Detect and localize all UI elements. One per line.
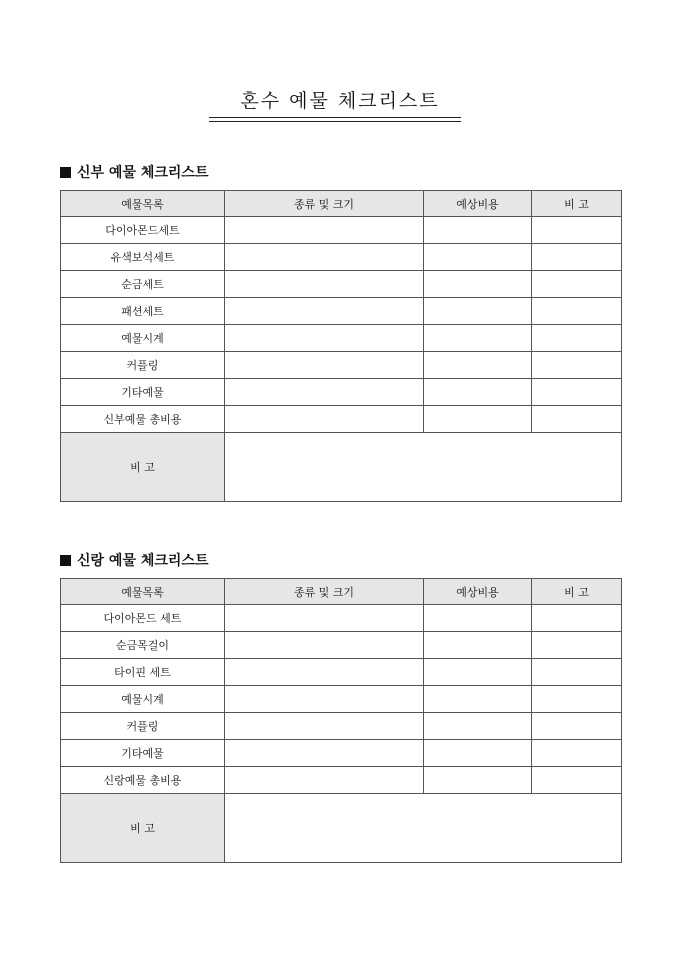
bride-heading-text: 신부 예물 체크리스트 (77, 165, 209, 181)
type-size-cell[interactable] (225, 352, 424, 379)
type-size-cell[interactable] (225, 632, 424, 659)
groom-heading-text: 신랑 예물 체크리스트 (77, 553, 209, 569)
notes-cell[interactable] (225, 794, 622, 863)
item-label: 패션세트 (61, 298, 225, 325)
type-size-cell[interactable] (225, 325, 424, 352)
column-header-remarks: 비 고 (532, 191, 622, 217)
cost-cell[interactable] (424, 605, 532, 632)
cost-cell[interactable] (424, 325, 532, 352)
type-size-cell[interactable] (225, 379, 424, 406)
type-size-cell[interactable] (225, 217, 424, 244)
bride-section-heading (60, 162, 208, 182)
column-header-cost: 예상비용 (424, 579, 532, 605)
table-row (61, 740, 622, 767)
remarks-cell[interactable] (532, 352, 622, 379)
notes-cell[interactable] (225, 433, 622, 502)
type-size-cell[interactable] (225, 271, 424, 298)
item-label: 신랑예물 총비용 (61, 767, 225, 794)
remarks-cell[interactable] (532, 605, 622, 632)
type-size-cell[interactable] (225, 686, 424, 713)
type-size-cell[interactable] (225, 713, 424, 740)
bride-checklist-table (60, 190, 622, 502)
table-row (61, 244, 622, 271)
square-bullet-icon (60, 555, 71, 566)
cost-cell[interactable] (424, 217, 532, 244)
column-header-item: 예물목록 (61, 191, 225, 217)
groom-section-heading (60, 550, 208, 570)
table-row (61, 659, 622, 686)
type-size-cell[interactable] (225, 740, 424, 767)
remarks-cell[interactable] (532, 740, 622, 767)
cost-cell[interactable] (424, 632, 532, 659)
type-size-cell[interactable] (225, 767, 424, 794)
column-header-item: 예물목록 (61, 579, 225, 605)
table-row (61, 767, 622, 794)
type-size-cell[interactable] (225, 298, 424, 325)
cost-cell[interactable] (424, 379, 532, 406)
table-row (61, 298, 622, 325)
remarks-cell[interactable] (532, 632, 622, 659)
page-title: 혼수 예물 체크리스트 (240, 90, 440, 112)
table-row (61, 352, 622, 379)
remarks-cell[interactable] (532, 767, 622, 794)
table-row (61, 271, 622, 298)
item-label: 다이아몬드 세트 (61, 605, 225, 632)
remarks-cell[interactable] (532, 713, 622, 740)
notes-row (61, 794, 622, 863)
cost-cell[interactable] (424, 406, 532, 433)
type-size-cell[interactable] (225, 244, 424, 271)
column-header-type-size: 종류 및 크기 (225, 191, 424, 217)
item-label: 예물시계 (61, 325, 225, 352)
table-row (61, 713, 622, 740)
groom-checklist-table (60, 578, 622, 863)
title-underline (209, 117, 461, 122)
table-row (61, 686, 622, 713)
remarks-cell[interactable] (532, 217, 622, 244)
cost-cell[interactable] (424, 244, 532, 271)
cost-cell[interactable] (424, 352, 532, 379)
table-row (61, 379, 622, 406)
table-row (61, 325, 622, 352)
table-row (61, 406, 622, 433)
type-size-cell[interactable] (225, 406, 424, 433)
table-row (61, 632, 622, 659)
cost-cell[interactable] (424, 740, 532, 767)
cost-cell[interactable] (424, 298, 532, 325)
column-header-cost: 예상비용 (424, 191, 532, 217)
table-header-row (61, 191, 622, 217)
item-label: 커플링 (61, 713, 225, 740)
notes-label: 비 고 (61, 794, 225, 863)
item-label: 기타예물 (61, 740, 225, 767)
remarks-cell[interactable] (532, 325, 622, 352)
remarks-cell[interactable] (532, 686, 622, 713)
table-row (61, 217, 622, 244)
item-label: 커플링 (61, 352, 225, 379)
item-label: 순금세트 (61, 271, 225, 298)
cost-cell[interactable] (424, 686, 532, 713)
remarks-cell[interactable] (532, 659, 622, 686)
column-header-type-size: 종류 및 크기 (225, 579, 424, 605)
remarks-cell[interactable] (532, 298, 622, 325)
column-header-remarks: 비 고 (532, 579, 622, 605)
cost-cell[interactable] (424, 659, 532, 686)
item-label: 타이핀 세트 (61, 659, 225, 686)
item-label: 예물시계 (61, 686, 225, 713)
remarks-cell[interactable] (532, 271, 622, 298)
cost-cell[interactable] (424, 713, 532, 740)
type-size-cell[interactable] (225, 659, 424, 686)
remarks-cell[interactable] (532, 406, 622, 433)
table-row (61, 605, 622, 632)
item-label: 기타예물 (61, 379, 225, 406)
remarks-cell[interactable] (532, 244, 622, 271)
notes-row (61, 433, 622, 502)
cost-cell[interactable] (424, 271, 532, 298)
cost-cell[interactable] (424, 767, 532, 794)
item-label: 유색보석세트 (61, 244, 225, 271)
table-header-row (61, 579, 622, 605)
item-label: 신부예물 총비용 (61, 406, 225, 433)
type-size-cell[interactable] (225, 605, 424, 632)
item-label: 순금목걸이 (61, 632, 225, 659)
notes-label: 비 고 (61, 433, 225, 502)
square-bullet-icon (60, 167, 71, 178)
item-label: 다이아몬드세트 (61, 217, 225, 244)
remarks-cell[interactable] (532, 379, 622, 406)
